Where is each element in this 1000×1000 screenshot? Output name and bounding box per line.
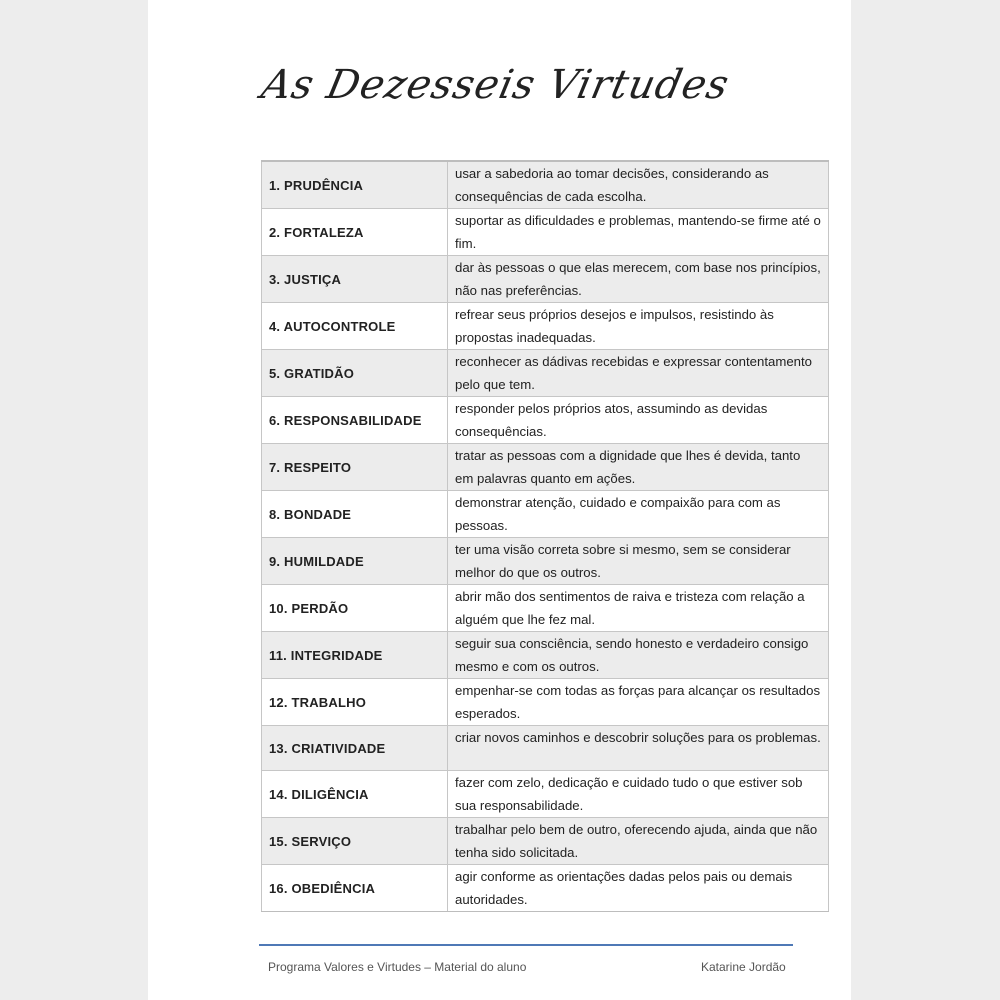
table-row: [262, 632, 829, 679]
virtue-description: fazer com zelo, dedicação e cuidado tudo o que estiver sob sua responsabilidade.: [448, 771, 829, 818]
table-row: [262, 726, 829, 771]
virtue-description: reconhecer as dádivas recebidas e expressar contentamento pelo que tem.: [448, 350, 829, 397]
virtue-description: abrir mão dos sentimentos de raiva e tristeza com relação a alguém que lhe fez mal.: [448, 585, 829, 632]
virtue-name: 13. CRIATIVIDADE: [262, 726, 448, 771]
virtue-description: criar novos caminhos e descobrir soluções para os problemas.: [448, 726, 829, 771]
virtue-name: 12. TRABALHO: [262, 679, 448, 726]
virtue-description: suportar as dificuldades e problemas, mantendo-se firme até o fim.: [448, 209, 829, 256]
virtue-name: 14. DILIGÊNCIA: [262, 771, 448, 818]
virtue-name: 7. RESPEITO: [262, 444, 448, 491]
footer-program-name: Programa Valores e Virtudes – Material do aluno: [268, 960, 527, 974]
table-row: [262, 397, 829, 444]
table-row: [262, 679, 829, 726]
virtue-name: 2. FORTALEZA: [262, 209, 448, 256]
table-row: [262, 538, 829, 585]
table-row: [262, 209, 829, 256]
table-row: [262, 491, 829, 538]
virtue-name: 3. JUSTIÇA: [262, 256, 448, 303]
virtue-name: 10. PERDÃO: [262, 585, 448, 632]
table-row: [262, 256, 829, 303]
virtue-name: 8. BONDADE: [262, 491, 448, 538]
footer-author: Katarine Jordão: [701, 960, 786, 974]
virtue-description: empenhar-se com todas as forças para alcançar os resultados esperados.: [448, 679, 829, 726]
virtue-description: trabalhar pelo bem de outro, oferecendo ajuda, ainda que não tenha sido solicitada.: [448, 818, 829, 865]
virtue-name: 1. PRUDÊNCIA: [262, 161, 448, 209]
virtue-name: 5. GRATIDÃO: [262, 350, 448, 397]
virtue-name: 9. HUMILDADE: [262, 538, 448, 585]
virtue-description: ter uma visão correta sobre si mesmo, sem se considerar melhor do que os outros.: [448, 538, 829, 585]
table-row: [262, 303, 829, 350]
virtue-name: 4. AUTOCONTROLE: [262, 303, 448, 350]
table-row: [262, 444, 829, 491]
virtues-table: [261, 160, 829, 912]
virtue-description: seguir sua consciência, sendo honesto e verdadeiro consigo mesmo e com os outros.: [448, 632, 829, 679]
table-row: [262, 161, 829, 209]
virtue-name: 16. OBEDIÊNCIA: [262, 865, 448, 912]
virtue-description: demonstrar atenção, cuidado e compaixão para com as pessoas.: [448, 491, 829, 538]
virtues-table-body: [262, 161, 829, 912]
virtue-description: refrear seus próprios desejos e impulsos, resistindo às propostas inadequadas.: [448, 303, 829, 350]
virtue-description: tratar as pessoas com a dignidade que lhes é devida, tanto em palavras quanto em ações.: [448, 444, 829, 491]
virtue-description: usar a sabedoria ao tomar decisões, considerando as consequências de cada escolha.: [448, 161, 829, 209]
table-row: [262, 771, 829, 818]
document-page: [148, 0, 851, 1000]
table-row: [262, 865, 829, 912]
virtue-description: responder pelos próprios atos, assumindo as devidas consequências.: [448, 397, 829, 444]
table-row: [262, 585, 829, 632]
table-row: [262, 350, 829, 397]
virtue-description: agir conforme as orientações dadas pelos pais ou demais autoridades.: [448, 865, 829, 912]
page-title: As Dezesseis Virtudes: [257, 62, 734, 108]
table-row: [262, 818, 829, 865]
virtue-name: 6. RESPONSABILIDADE: [262, 397, 448, 444]
footer-divider: [259, 944, 793, 946]
virtue-name: 11. INTEGRIDADE: [262, 632, 448, 679]
virtue-name: 15. SERVIÇO: [262, 818, 448, 865]
virtue-description: dar às pessoas o que elas merecem, com base nos princípios, não nas preferências.: [448, 256, 829, 303]
